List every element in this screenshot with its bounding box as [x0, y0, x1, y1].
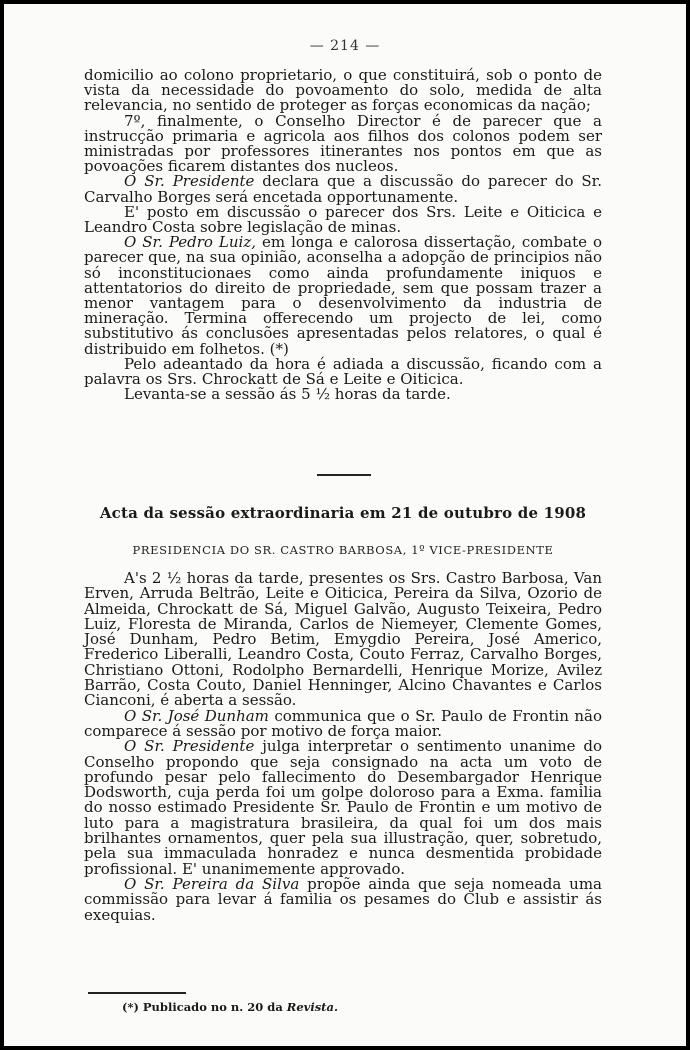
paragraph: domicilio ao colono proprietario, o que constituirá, sob o ponto de vista da necessidade do povoamento do solo, medida de alta relevancia, no sentido de proteger as forças economicas da nação; [84, 66, 602, 115]
minutes-title: Acta da sessão extraordinaria em 21 de outubro de 1908 [99, 504, 587, 522]
document-page [4, 4, 686, 1046]
section-1-text [84, 68, 602, 402]
section-divider [317, 474, 371, 476]
footnote-rule [88, 992, 186, 994]
paragraph: E' posto em discussão o parecer dos Srs. Leite e Oiticica e Leandro Costa sobre legislação de minas. [84, 202, 602, 237]
paragraph: Pelo adeantado da hora é adiada a discussão, ficando com a palavra os Srs. Chrockatt de Sá e Leite e Oiticica. [84, 354, 602, 389]
page-number: — 214 — [309, 38, 381, 54]
speaker: O Sr. Presidente [124, 737, 255, 756]
paragraph: Levanta-se a sessão ás 5 ½ horas da tarde. [124, 385, 451, 404]
paragraph: A's 2 ½ horas da tarde, presentes os Srs. Castro Barbosa, Van Erven, Arruda Beltrão, Leite e Oiticica, Pereira da Silva, Ozorio de Almeida, Chrockatt de Sá, Miguel Galvão, Augusto Teixeira, Pedro Luiz, Floresta de Miranda, Carlos de Niemeyer, Clemente Gomes, José Dunham, Pedro Betim, Emygdio Pereira, José Americo, Frederico Liberalli, Leandro Costa, Couto Ferraz, Carvalho Borges, Christiano Ottoni, Rodolpho Bernardelli, Henrique Morize, Avilez Barrão, Costa Couto, Daniel Henninger, Alcino Chavantes e Carlos Cianconi, é aberta a sessão. [84, 569, 602, 710]
paragraph: O Sr. Presidente julga interpretar o sentimento unanime do Conselho propondo que seja consignado na acta um voto de profundo pesar pelo fallecimento do Desembargador Henrique Dodsworth, cuja perda foi um golpe doloroso para a Exma. familia do nosso estimado Presidente Sr. Paulo de Frontin e um motivo de luto para a magistratura brasileira, da qual foi um dos mais brilhantes ornamentos, quer pela sua illustração, quer, sobretudo, pela sua immaculada honradez e nunca desmentida probidade profissional. E' unanimemente approvado. [84, 737, 602, 878]
speaker: O Sr. Pedro Luiz, [124, 233, 256, 252]
presidency-line: PRESIDENCIA DO SR. CASTRO BARBOSA, 1º VICE-PRESIDENTE [132, 543, 554, 557]
paragraph: O Sr. Pedro Luiz, em longa e calorosa dissertação, combate o parecer que, na sua opinião, aconselha a adopção de principios não só inconstitucionaes como ainda profundamente iniquos e attentatorios do direito de propriedade, sem que possam trazer a menor vantagem para o desenvolvimento da industria de mineração. Termina offerecendo um projecto de lei, como substitutivo ás conclusões apresentadas pelos relatores, o qual é distribuido em folhetos. (*) [84, 233, 602, 358]
speaker: O Sr. José Dunham [124, 706, 269, 725]
speaker: O Sr. Presidente [124, 172, 255, 191]
paragraph: O Sr. Pereira da Silva propõe ainda que seja nomeada uma commissão para levar á familia os pesames do Club e assistir ás exequias. [84, 874, 602, 924]
section-2-text [84, 571, 602, 923]
paragraph: O Sr. José Dunham communica que o Sr. Paulo de Frontin não comparece á sessão por motivo de força maior. [84, 706, 602, 740]
footnote: (*) Publicado no n. 20 da Revista. [122, 1000, 338, 1014]
paragraph: 7º, finalmente, o Conselho Director é de parecer que a instrucção primaria e agricola aos filhos dos colonos podem ser ministradas por professores itinerantes nos pontos em que as povoações ficarem distantes dos nucleos. [84, 111, 602, 176]
paragraph: O Sr. Presidente declara que a discussão do parecer do Sr. Carvalho Borges será encetada opportunamente. [84, 172, 602, 206]
speaker: O Sr. Pereira da Silva [124, 874, 300, 893]
